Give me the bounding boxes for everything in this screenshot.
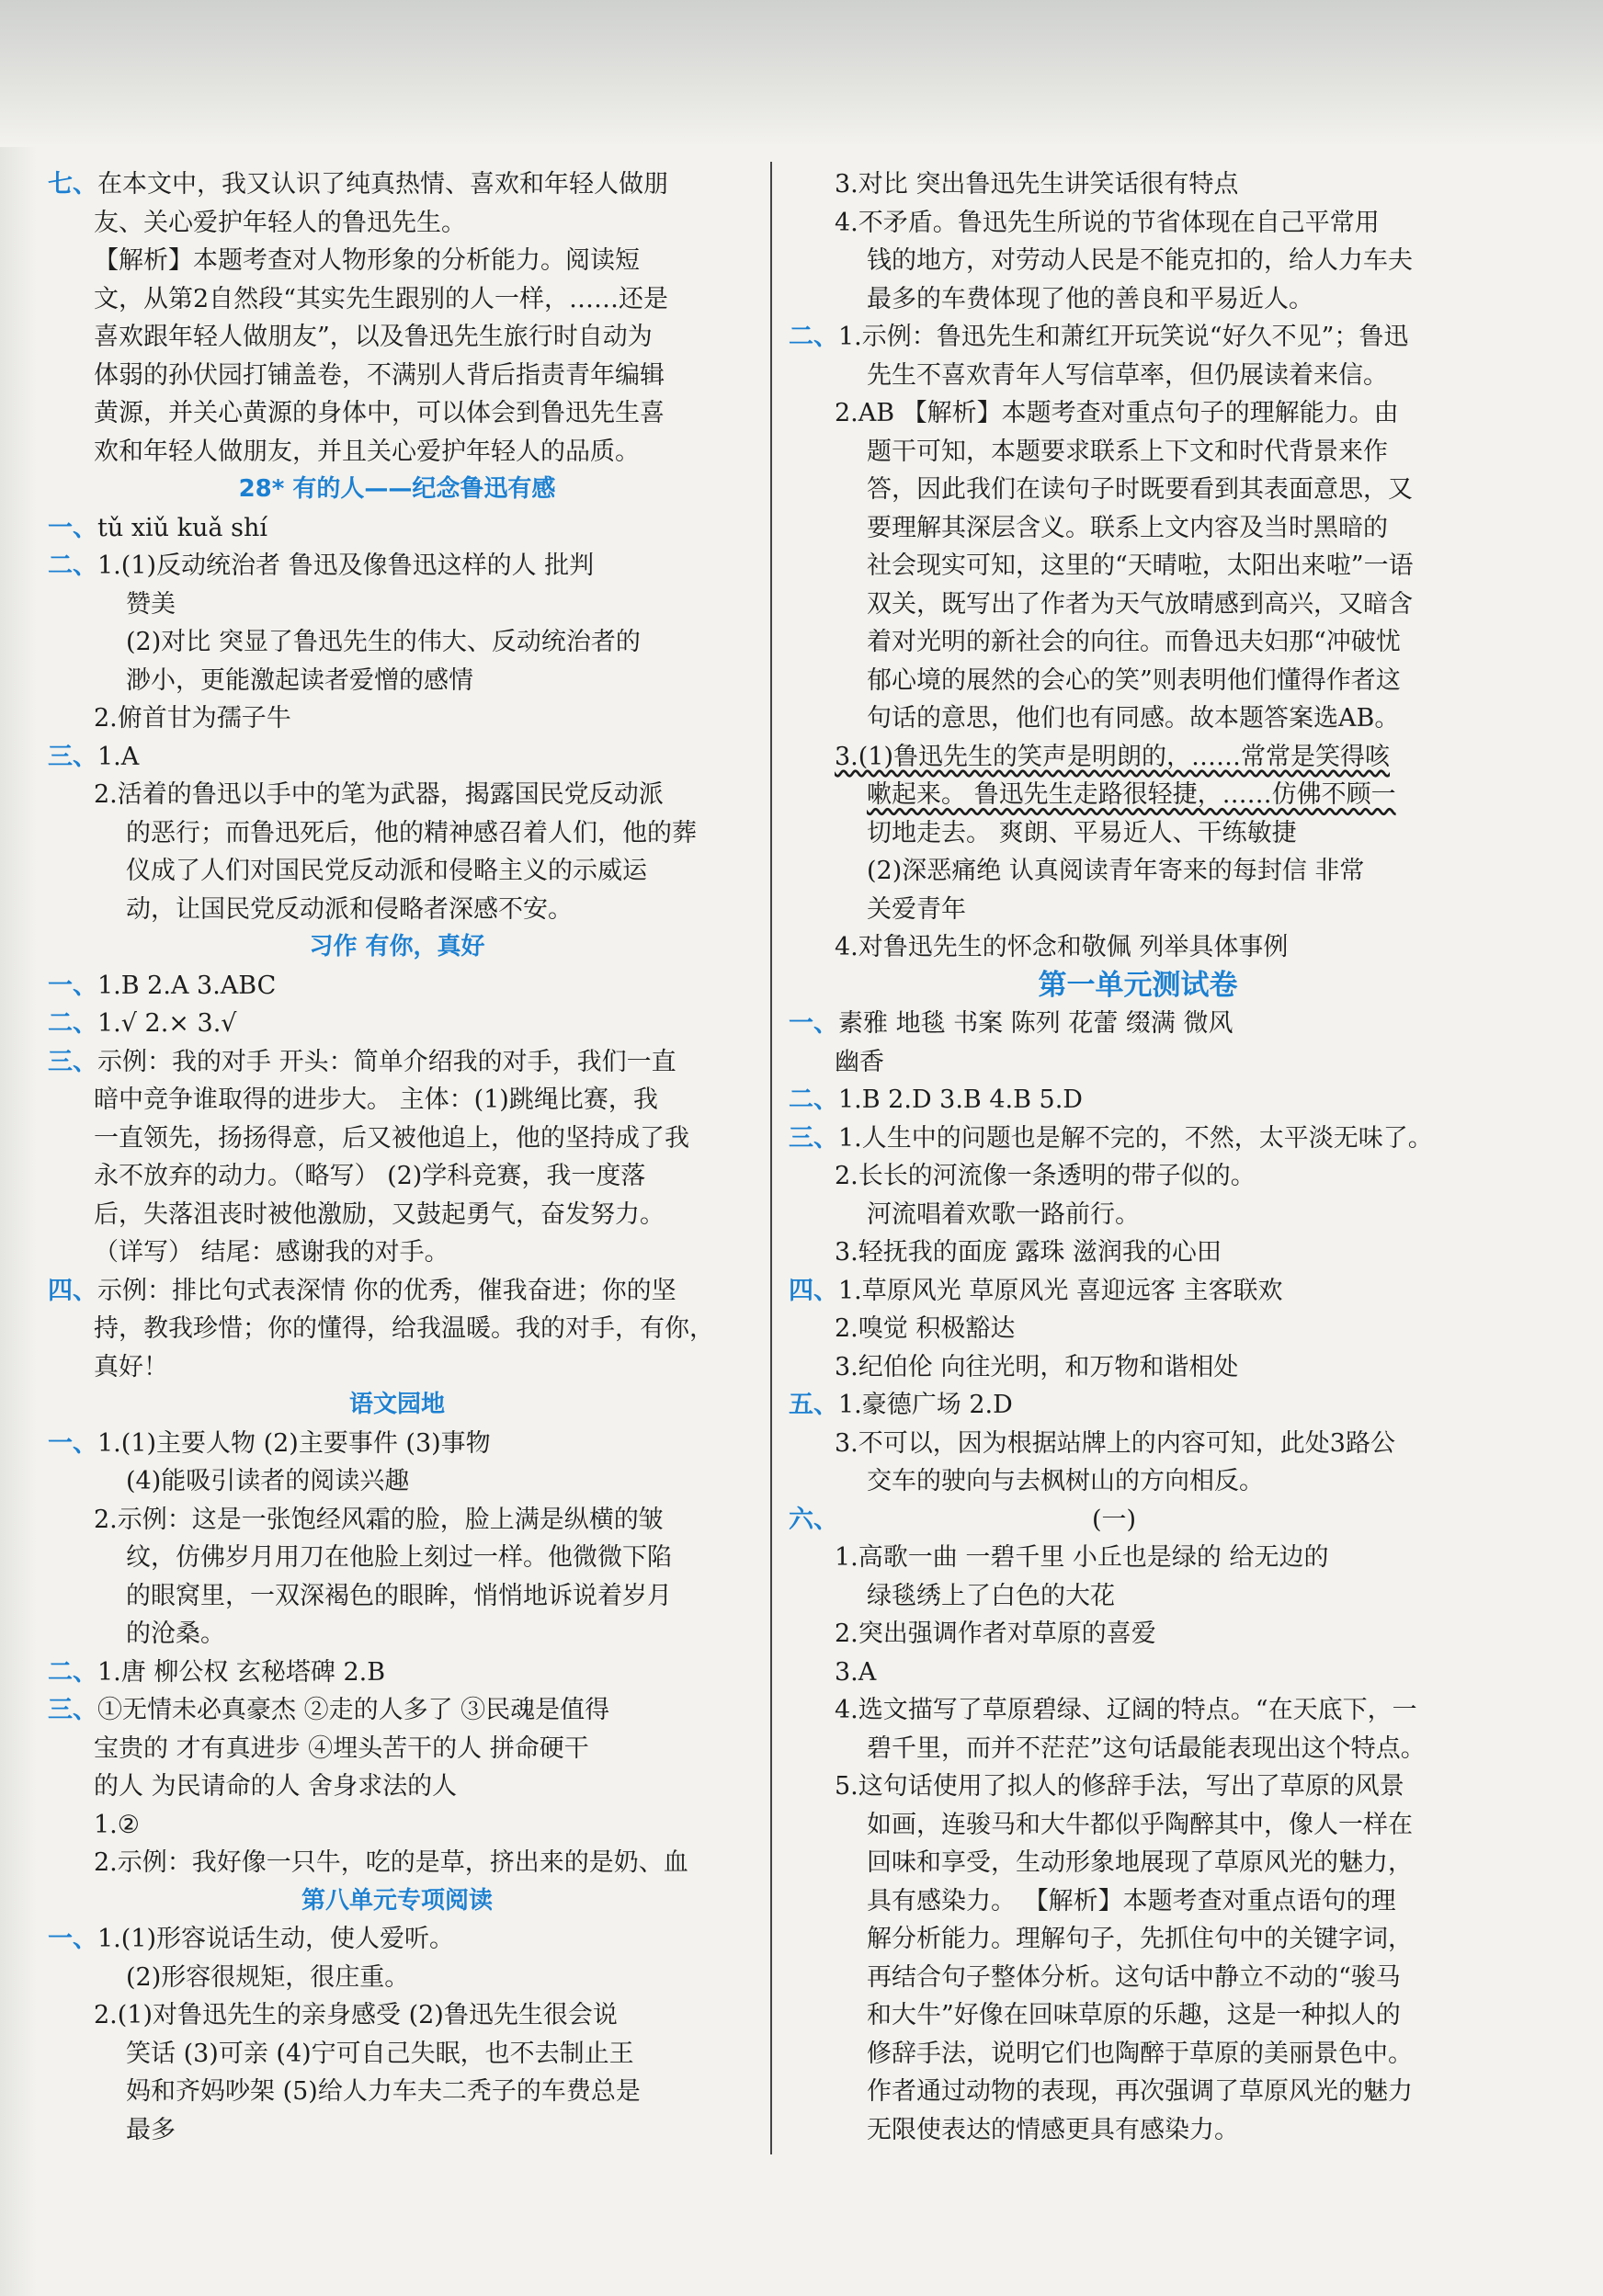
answer-line xyxy=(48,1043,746,1082)
answer-text: 句话的意思，他们也有同感。故本题答案选AB。 xyxy=(867,704,1400,733)
answer-line xyxy=(789,585,1487,624)
answer-line xyxy=(789,1844,1487,1882)
answer-text: 3.对比 突出鲁迅先生讲笑话很有特点 xyxy=(835,170,1239,199)
answer-line xyxy=(48,1348,746,1387)
question-number: 四、 xyxy=(48,1276,97,1305)
answer-text: 的恶行；而鲁迅死后，他的精神感召着人们，他的葬 xyxy=(126,818,697,847)
answer-line xyxy=(48,547,746,585)
answer-text: 2.嗅觉 积极豁达 xyxy=(835,1314,1016,1343)
answer-line xyxy=(48,2111,746,2150)
answer-line xyxy=(48,1081,746,1120)
question-number: 一、 xyxy=(789,1009,838,1038)
question-number: 一、 xyxy=(48,971,97,1000)
section-heading: 第一单元测试卷 xyxy=(1038,968,1238,1002)
answer-line xyxy=(48,433,746,472)
answer-text: 持，教我珍惜；你的懂得，给我温暖。我的对手，有你， xyxy=(94,1314,714,1343)
answer-line xyxy=(789,165,1487,204)
answer-text: 1.豪德广场 2.D xyxy=(838,1391,1013,1419)
answer-text: 3.(1)鲁迅先生的笑声是明朗的，……常常是笑得咳 xyxy=(835,742,1391,771)
answer-text: 和大牛”好像在回味草原的乐趣，这是一种拟人的 xyxy=(867,2001,1401,2029)
question-number: 三、 xyxy=(48,1696,97,1724)
answer-line xyxy=(48,1730,746,1768)
answer-line xyxy=(789,1462,1487,1501)
top-scan-shade xyxy=(0,0,1603,147)
answer-text: 2.示例：这是一张饱经风霜的脸，脸上满是纵横的皱 xyxy=(94,1505,664,1534)
question-number: 四、 xyxy=(789,1276,838,1305)
answer-text: 2.长长的河流像一条透明的带子似的。 xyxy=(835,1162,1256,1190)
answer-text: 先生不喜欢青年人写信草率，但仍展读着来信。 xyxy=(867,360,1388,390)
answer-line xyxy=(789,928,1487,967)
answer-text: 答，因此我们在读句子时既要看到其表面意思，又 xyxy=(867,475,1413,504)
answer-line xyxy=(48,585,746,624)
answer-line xyxy=(48,1959,746,1997)
answer-line xyxy=(789,2035,1487,2074)
answer-line xyxy=(789,2073,1487,2111)
answer-text: 无限使表达的情感更具有感染力。 xyxy=(867,2115,1239,2144)
answer-line xyxy=(789,776,1487,814)
answer-line xyxy=(48,1996,746,2035)
answer-line xyxy=(48,1157,746,1196)
answer-text: 1.草原风光 草原风光 喜迎远客 主客联欢 xyxy=(838,1276,1283,1305)
answer-line xyxy=(48,1767,746,1806)
answer-line xyxy=(789,814,1487,853)
answer-line xyxy=(789,891,1487,929)
answer-text: 喜欢跟年轻人做朋友”，以及鲁迅先生旅行时自动为 xyxy=(94,323,653,351)
answer-line xyxy=(48,2073,746,2111)
answer-line xyxy=(789,1120,1487,1158)
answer-text: 着对光明的新社会的向往。而鲁迅夫妇那“冲破忧 xyxy=(867,628,1401,656)
section-heading: 第八单元专项阅读 xyxy=(301,1886,493,1915)
answer-line xyxy=(48,242,746,280)
answer-line xyxy=(48,2035,746,2074)
answer-line xyxy=(48,280,746,319)
answer-line xyxy=(789,1959,1487,1997)
answer-text: 郁心境的展然的会心的笑”则表明他们懂得作者这 xyxy=(867,665,1401,695)
sub-section-label: (一) xyxy=(1092,1505,1137,1534)
answer-text: 具有感染力。 【解析】本题考查对重点语句的理 xyxy=(867,1886,1396,1915)
answer-text: 宝贵的 才有真进步 ④埋头苦干的人 拼命硬干 xyxy=(94,1733,589,1763)
answer-text: 再结合句子整体分析。这句话中静立不动的“骏马 xyxy=(867,1962,1401,1992)
answer-line xyxy=(789,1081,1487,1120)
answer-line xyxy=(789,1425,1487,1463)
answer-text: 2.AB 【解析】本题考查对重点句子的理解能力。由 xyxy=(835,399,1399,427)
answer-text: 素雅 地毯 书案 陈列 花蕾 缀满 微风 xyxy=(838,1009,1234,1038)
answer-text: 1.高歌一曲 一碧千里 小丘也是绿的 给无边的 xyxy=(835,1543,1329,1572)
answer-text: 动，让国民党反动派和侵略者深感不安。 xyxy=(126,894,573,924)
answer-text: 1.示例：鲁迅先生和萧红开玩笑说“好久不见”；鲁迅 xyxy=(838,323,1409,351)
answer-line xyxy=(789,1043,1487,1082)
answer-text: 最多 xyxy=(126,2115,176,2144)
answer-text: (2)形容很规矩，很庄重。 xyxy=(126,1962,410,1992)
answer-line xyxy=(48,891,746,929)
answer-line xyxy=(48,814,746,853)
answer-line xyxy=(48,1539,746,1577)
answer-text: 3.轻抚我的面庞 露珠 滋润我的心田 xyxy=(835,1238,1222,1267)
answer-line xyxy=(789,1996,1487,2035)
answer-line xyxy=(48,967,746,1006)
answer-line xyxy=(48,1310,746,1348)
answer-line xyxy=(789,623,1487,662)
answer-text: 3.不可以，因为根据站牌上的内容可知，此处3路公 xyxy=(835,1428,1395,1458)
answer-line xyxy=(48,776,746,814)
answer-text: 切地走去。 爽朗、平易近人、干练敏捷 xyxy=(867,818,1297,847)
answer-line xyxy=(789,1272,1487,1311)
answer-text: （详写） 结尾：感谢我的对手。 xyxy=(94,1238,449,1267)
answer-text: 的人 为民请命的人 舍身求法的人 xyxy=(94,1772,458,1801)
answer-text: 3.A xyxy=(835,1657,877,1687)
left-binding-margin xyxy=(0,147,37,2296)
answer-line xyxy=(48,1577,746,1616)
answer-text: 1.(1)主要人物 (2)主要事件 (3)事物 xyxy=(97,1428,491,1458)
answer-text: 文，从第2自然段“其实先生跟别的人一样，……还是 xyxy=(94,284,668,313)
answer-text: 欢和年轻人做朋友，并且关心爱护年轻人的品质。 xyxy=(94,437,640,466)
answer-text: 最多的车费体现了他的善良和平易近人。 xyxy=(867,284,1313,313)
answer-line xyxy=(789,738,1487,777)
answer-text: 1.(1)反动统治者 鲁迅及像鲁迅这样的人 批判 xyxy=(97,551,595,580)
answer-text: 社会现实可知，这里的“天晴啦，太阳出来啦”一语 xyxy=(867,551,1414,580)
answer-line xyxy=(789,547,1487,585)
answer-text: 赞美 xyxy=(126,589,176,619)
answer-text: 关爱青年 xyxy=(867,894,966,924)
answer-line xyxy=(48,1920,746,1959)
question-number: 二、 xyxy=(48,1657,97,1687)
answer-line xyxy=(789,471,1487,509)
question-number: 六、 xyxy=(789,1505,838,1534)
question-number: 三、 xyxy=(48,1047,97,1076)
answer-line xyxy=(48,1806,746,1845)
answer-line xyxy=(789,1005,1487,1043)
question-number: 二、 xyxy=(48,551,97,580)
answer-line xyxy=(48,1272,746,1311)
answer-line xyxy=(48,204,746,243)
answer-line xyxy=(789,1654,1487,1692)
answer-text: (4)能吸引读者的阅读兴趣 xyxy=(126,1467,410,1495)
answer-line xyxy=(48,738,746,777)
answer-line xyxy=(48,1615,746,1654)
answer-text: 纹，仿佛岁月用刀在他脸上刻过一样。他微微下陷 xyxy=(126,1543,672,1572)
answer-line xyxy=(48,357,746,395)
answer-line xyxy=(789,2111,1487,2150)
answer-line xyxy=(48,1501,746,1540)
question-number: 七、 xyxy=(48,170,97,199)
answer-text: 嗽起来。 鲁迅先生走路很轻捷，……仿佛不顾一 xyxy=(867,780,1396,809)
answer-text: 钱的地方，对劳动人民是不能克扣的，给人力车夫 xyxy=(867,246,1413,275)
answer-line xyxy=(789,699,1487,738)
answer-line xyxy=(48,394,746,433)
answer-line xyxy=(789,1196,1487,1234)
answer-text: 在本文中，我又认识了纯真热情、喜欢和年轻人做朋 xyxy=(97,170,668,199)
answer-text: 1.唐 柳公权 玄秘塔碑 2.B xyxy=(97,1657,386,1687)
question-number: 二、 xyxy=(789,1085,838,1114)
answer-text: 黄源，并关心黄源的身体中，可以体会到鲁迅先生喜 xyxy=(94,399,665,427)
answer-line xyxy=(789,1386,1487,1425)
answer-line xyxy=(48,1120,746,1158)
answer-line xyxy=(789,1691,1487,1730)
right-column xyxy=(789,165,1487,2149)
answer-line xyxy=(789,357,1487,395)
answer-text: 仪成了人们对国民党反动派和侵略主义的示威运 xyxy=(126,857,647,885)
question-number: 一、 xyxy=(48,1428,97,1458)
answer-text: 2.俯首甘为孺子牛 xyxy=(94,704,291,733)
answer-line xyxy=(789,1767,1487,1806)
answer-line xyxy=(789,662,1487,700)
answer-line xyxy=(789,509,1487,548)
answer-text: (2)深恶痛绝 认真阅读青年寄来的每封信 非常 xyxy=(867,857,1365,885)
answer-line xyxy=(789,318,1487,357)
answer-line xyxy=(789,1920,1487,1959)
answer-line xyxy=(789,1348,1487,1387)
answer-line xyxy=(789,1577,1487,1616)
answer-text: 妈和齐妈吵架 (5)给人力车夫二秃子的车费总是 xyxy=(126,2077,641,2106)
answer-line xyxy=(48,1425,746,1463)
answer-text: 2.活着的鲁迅以手中的笔为武器，揭露国民党反动派 xyxy=(94,780,664,809)
question-number: 五、 xyxy=(789,1391,838,1419)
answer-text: 1.A xyxy=(97,742,140,771)
section-heading: 28* 有的人——纪念鲁迅有感 xyxy=(238,475,556,503)
answer-line xyxy=(48,318,746,357)
answer-line xyxy=(789,242,1487,280)
question-number: 二、 xyxy=(48,1009,97,1038)
answer-line xyxy=(789,852,1487,891)
question-number: 一、 xyxy=(48,1925,97,1953)
answer-text: 3.纪伯伦 向往光明，和万物和谐相处 xyxy=(835,1352,1239,1381)
answer-line xyxy=(789,1310,1487,1348)
answer-line xyxy=(48,623,746,662)
answer-line xyxy=(789,1615,1487,1654)
answer-text: 2.突出强调作者对草原的喜爱 xyxy=(835,1620,1156,1648)
answer-text: (2)对比 突显了鲁迅先生的伟大、反动统治者的 xyxy=(126,628,641,656)
answer-line xyxy=(48,1233,746,1272)
answer-text: 渺小，更能激起读者爱憎的感情 xyxy=(126,665,473,695)
question-number: 一、 xyxy=(48,513,97,542)
answer-text: 绿毯绣上了白色的大花 xyxy=(867,1581,1115,1610)
answer-line xyxy=(48,662,746,700)
answer-line xyxy=(789,1539,1487,1577)
answer-line xyxy=(48,1005,746,1043)
answer-text: 1.人生中的问题也是解不完的，不然，太平淡无味了。 xyxy=(838,1123,1433,1153)
answer-line xyxy=(48,1462,746,1501)
answer-line xyxy=(789,394,1487,433)
answer-line xyxy=(48,1691,746,1730)
column-divider xyxy=(770,162,772,2154)
answer-line xyxy=(48,699,746,738)
answer-line xyxy=(48,1196,746,1234)
answer-line xyxy=(789,1157,1487,1196)
answer-line xyxy=(48,165,746,204)
answer-line xyxy=(789,280,1487,319)
answer-text: 体弱的孙伏园打铺盖卷，不满别人背后指责青年编辑 xyxy=(94,360,665,390)
answer-text: 5.这句话使用了拟人的修辞手法，写出了草原的风景 xyxy=(835,1772,1404,1801)
answer-line xyxy=(789,1233,1487,1272)
answer-text: 真好！ xyxy=(94,1352,168,1381)
answer-line xyxy=(789,1501,1487,1540)
answer-text: 1.② xyxy=(94,1810,140,1839)
answer-text: 4.对鲁迅先生的怀念和敬佩 列举具体事例 xyxy=(835,933,1289,961)
answer-text: 暗中竞争谁取得的进步大。 主体：(1)跳绳比赛，我 xyxy=(94,1085,658,1114)
question-number: 三、 xyxy=(789,1123,838,1153)
answer-text: 1.B 2.A 3.ABC xyxy=(97,971,277,1000)
answer-text: 碧千里，而并不茫茫”这句话最能表现出这个特点。 xyxy=(867,1733,1426,1763)
answer-text: 作者通过动物的表现，再次强调了草原风光的魅力 xyxy=(867,2077,1413,2106)
answer-text: 题干可知，本题要求联系上下文和时代背景来作 xyxy=(867,437,1388,466)
answer-text: tǔ xiǔ kuǎ shí xyxy=(97,513,267,542)
answer-text: 的沧桑。 xyxy=(126,1620,225,1648)
question-number: 二、 xyxy=(789,323,838,351)
answer-text: 河流唱着欢歌一路前行。 xyxy=(867,1199,1140,1229)
answer-text: 笑话 (3)可亲 (4)宁可自己失眠，也不去制止王 xyxy=(126,2039,634,2068)
answer-text: ①无情未必真豪杰 ②走的人多了 ③民魂是值得 xyxy=(97,1696,610,1724)
answer-text: 如画，连骏马和大牛都似乎陶醉其中，像人一样在 xyxy=(867,1810,1413,1839)
answer-text: 永不放弃的动力。（略写） (2)学科竞赛，我一度落 xyxy=(94,1162,646,1190)
answer-line xyxy=(789,1882,1487,1921)
answer-text: 4.选文描写了草原碧绿、辽阔的特点。“在天底下，一 xyxy=(835,1696,1417,1724)
answer-text: 后，失落沮丧时被他激励，又鼓起勇气，奋发努力。 xyxy=(94,1199,665,1229)
answer-line xyxy=(48,509,746,548)
answer-text: 1.B 2.D 3.B 4.B 5.D xyxy=(838,1085,1083,1114)
answer-text: 修辞手法，说明它们也陶醉于草原的美丽景色中。 xyxy=(867,2039,1413,2068)
answer-text: 一直领先，扬扬得意，后又被他追上，他的坚持成了我 xyxy=(94,1123,689,1153)
answer-text: 解分析能力。理解句子，先抓住句中的关键字词， xyxy=(867,1925,1413,1953)
answer-text: 示例：排比句式表深情 你的优秀，催我奋进；你的坚 xyxy=(97,1276,676,1305)
answer-text: 2.示例：我好像一只牛，吃的是草，挤出来的是奶、血 xyxy=(94,1848,688,1877)
answer-text: 要理解其深层含义。联系上文内容及当时黑暗的 xyxy=(867,513,1388,542)
answer-line xyxy=(789,204,1487,243)
answer-text: 友、关心爱护年轻人的鲁迅先生。 xyxy=(94,208,466,237)
answer-text: 1.√ 2.× 3.√ xyxy=(97,1009,237,1038)
answer-text: 示例：我的对手 开头：简单介绍我的对手，我们一直 xyxy=(97,1047,676,1076)
answer-text: 2.(1)对鲁迅先生的亲身感受 (2)鲁迅先生很会说 xyxy=(94,2001,618,2029)
answer-text: 回味和享受，生动形象地展现了草原风光的魅力， xyxy=(867,1848,1413,1877)
answer-line xyxy=(48,1654,746,1692)
answer-line xyxy=(48,1844,746,1882)
question-number: 三、 xyxy=(48,742,97,771)
answer-line xyxy=(789,1806,1487,1845)
answer-text: 交车的驶向与去枫树山的方向相反。 xyxy=(867,1467,1264,1495)
left-column xyxy=(48,165,746,2149)
answer-line xyxy=(789,433,1487,472)
answer-line xyxy=(48,852,746,891)
answer-text: 【解析】本题考查对人物形象的分析能力。阅读短 xyxy=(94,246,640,275)
section-heading: 语文园地 xyxy=(348,1391,445,1418)
answer-text: 1.(1)形容说话生动，使人爱听。 xyxy=(97,1925,455,1953)
section-heading: 习作 有你，真好 xyxy=(309,933,485,960)
answer-text: 双关，既写出了作者为天气放晴感到高兴，又暗含 xyxy=(867,589,1413,619)
answer-line xyxy=(789,1730,1487,1768)
answer-text: 4.不矛盾。鲁迅先生所说的节省体现在自己平常用 xyxy=(835,208,1380,237)
answer-text: 幽香 xyxy=(835,1047,884,1076)
answer-text: 的眼窝里，一双深褐色的眼眸，悄悄地诉说着岁月 xyxy=(126,1581,672,1610)
